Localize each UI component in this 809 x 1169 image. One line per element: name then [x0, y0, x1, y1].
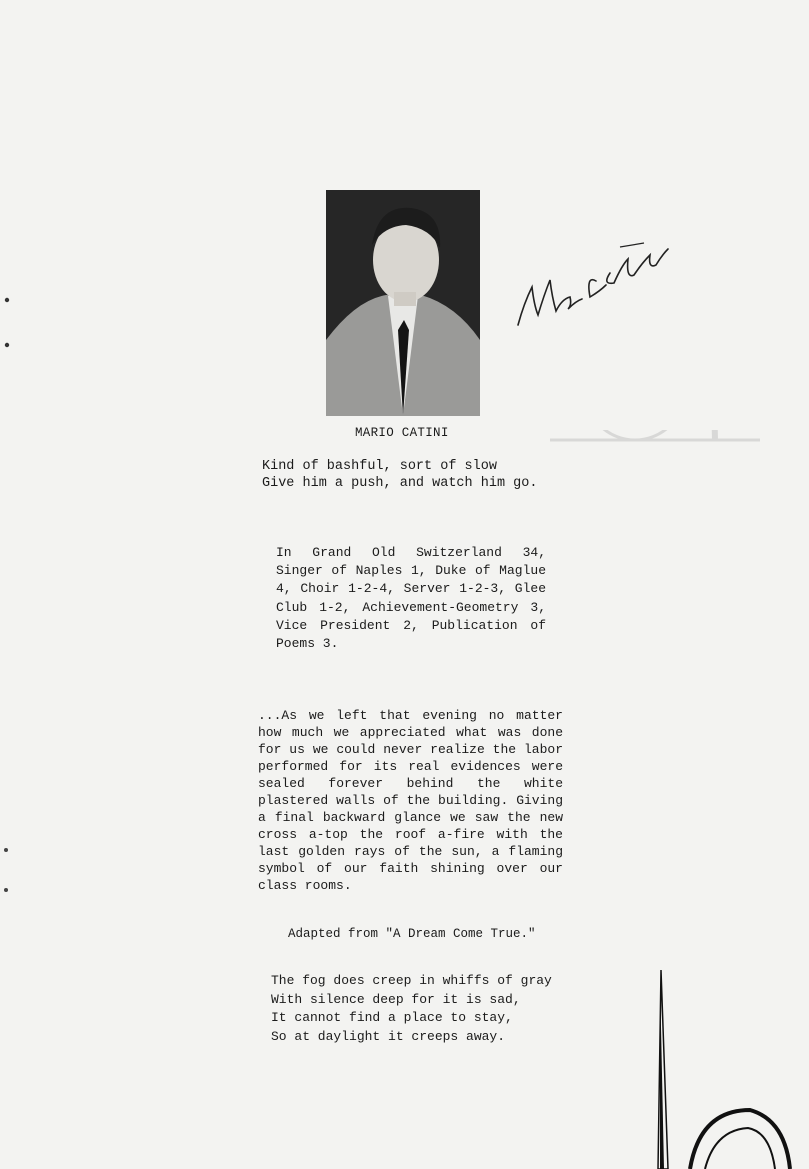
portrait-photo	[326, 190, 480, 416]
spire-drawing	[620, 960, 809, 1169]
poem-line: It cannot find a place to stay,	[271, 1010, 513, 1025]
activities-list: In Grand Old Switzerland 34, Singer of Naples 1, Duke of Maglue 4, Choir 1-2-4, Server 1-2-3, Glee Club 1-2, Achievement-Geometry 3, Vice President 2, Publication of Poems 3.	[276, 545, 546, 652]
poem	[271, 972, 552, 1046]
poem-line: So at daylight it creeps away.	[271, 1028, 506, 1044]
verse-line: Give him a push, and watch him go.	[262, 476, 538, 491]
verse-line: Kind of bashful, sort of slow	[262, 459, 497, 474]
poem-line: The fog does creep in whiffs of gray	[271, 973, 552, 988]
binding-holes	[0, 0, 20, 1169]
excerpt-paragraph: ...As we left that evening no matter how much we appreciated what was done for us we could never realize the labor performed for its real evidences were sealed forever behind the white plastered walls of the building. Giving a final backward glance we saw the new cross a-top the roof a-fire with the last golden rays of the sun, a flaming symbol of our faith shining over our class rooms.	[258, 708, 563, 893]
student-name: MARIO CATINI	[355, 426, 449, 440]
student-verse	[262, 458, 537, 492]
poem-line: With silence deep for it is sad,	[271, 991, 521, 1007]
bleed-through-drawing	[550, 430, 809, 930]
excerpt-attribution: Adapted from "A Dream Come True."	[288, 927, 536, 941]
handwritten-signature	[510, 225, 680, 335]
